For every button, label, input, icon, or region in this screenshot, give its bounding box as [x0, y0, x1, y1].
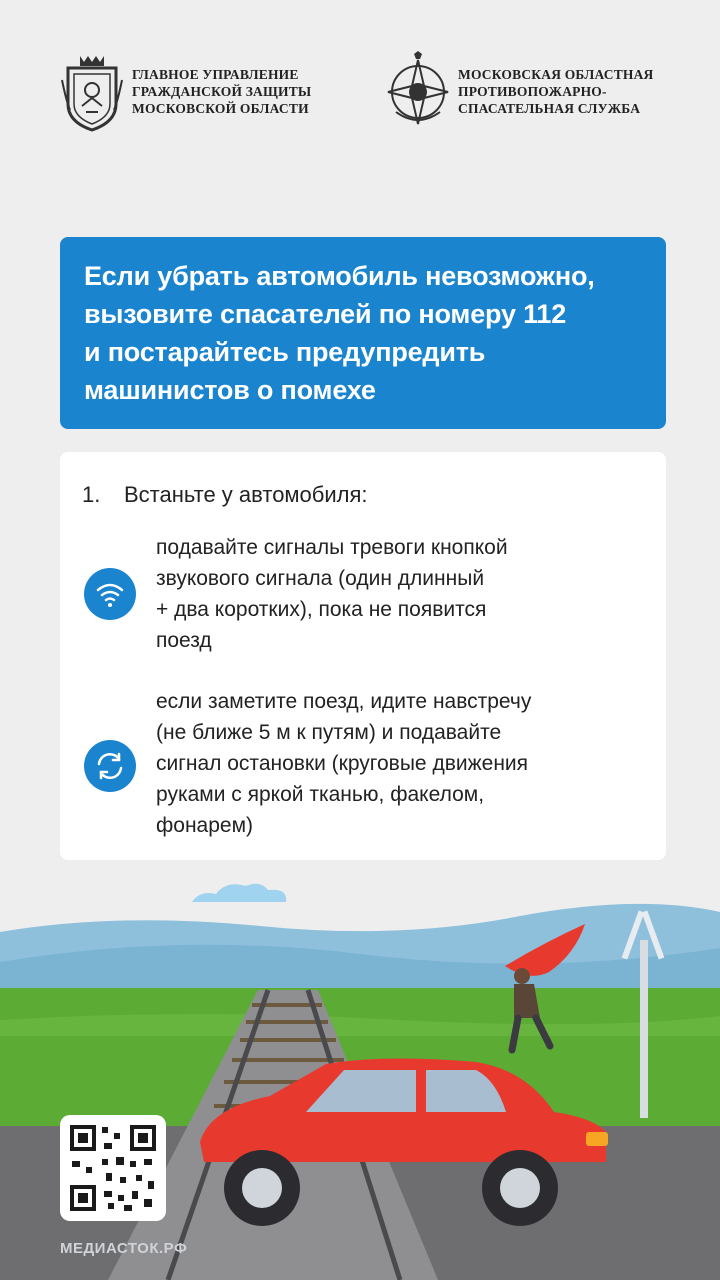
footer-brand[interactable]: МЕДИАСТОК.РФ	[60, 1240, 188, 1257]
signal-waves-icon	[84, 568, 136, 620]
instruction-card	[60, 452, 666, 860]
fire-rescue-emblem-icon	[386, 50, 450, 132]
cloud	[192, 884, 286, 902]
right-org-name: МОСКОВСКАЯ ОБЛАСТНАЯ ПРОТИВОПОЖАРНО- СПАСАТЕЛЬНАЯ СЛУЖБА	[458, 66, 654, 116]
crossing-sign-pole	[640, 940, 648, 1118]
stop-signal-instruction: если заметите поезд, идите навстречу (не ближе 5 м к путям) и подавайте сигнал остановки (круговые движения руками с яркой тканью, факелом, фонарем)	[156, 690, 532, 837]
banner-text: Если убрать автомобиль невозможно, вызовите спасателей по номеру 112 и постарайтесь предупредить машинистов о помехе	[84, 261, 595, 405]
warning-banner	[60, 237, 666, 429]
step-number: 1.	[82, 482, 101, 507]
moscow-region-coat-of-arms-icon	[60, 50, 124, 132]
header	[0, 50, 720, 140]
qr-code[interactable]	[60, 1115, 166, 1221]
circular-motion-icon	[84, 740, 136, 792]
org-left	[60, 50, 311, 132]
left-org-name: ГЛАВНОЕ УПРАВЛЕНИЕ ГРАЖДАНСКОЙ ЗАЩИТЫ МОСКОВСКОЙ ОБЛАСТИ	[132, 66, 312, 116]
signal-instruction: подавайте сигналы тревоги кнопкой звукового сигнала (один длинный + два коротких), пока не появится поезд	[156, 536, 508, 652]
org-right	[386, 50, 654, 132]
step-title: Встаньте у автомобиля:	[124, 482, 368, 507]
